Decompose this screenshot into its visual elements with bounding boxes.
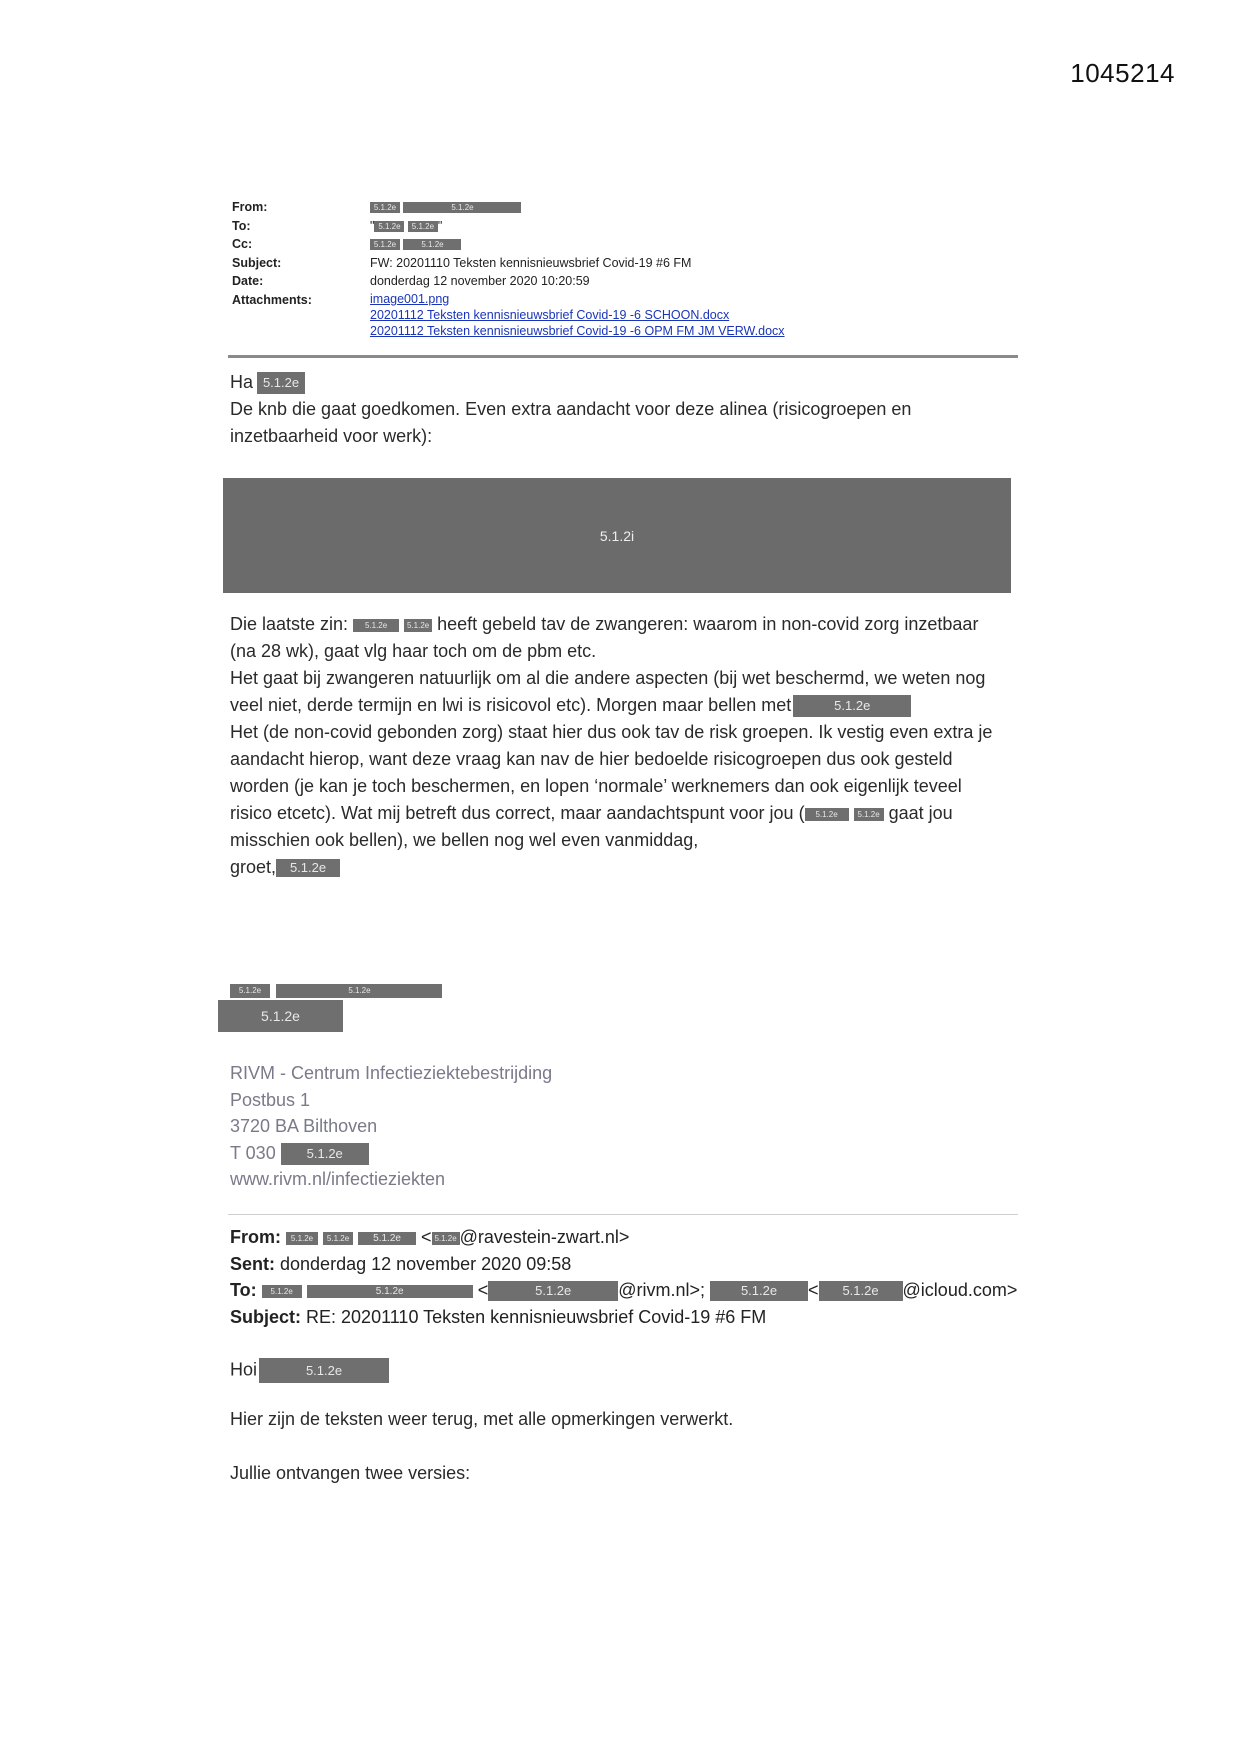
date-value: donderdag 12 november 2020 10:20:59	[370, 274, 590, 289]
signature-org: RIVM - Centrum Infectieziektebestrijding	[230, 1063, 553, 1083]
attachment-link[interactable]: 20201112 Teksten kennisnieuwsbrief Covid-19 -6 SCHOON.docx	[370, 307, 730, 322]
reply-greeting: Hoi	[230, 1359, 258, 1380]
fwd-sent-value: donderdag 12 november 2020 09:58	[280, 1253, 572, 1274]
redaction: 5.1.2e	[488, 1281, 618, 1301]
header-from-row	[232, 198, 785, 217]
header-date-row	[232, 272, 785, 291]
header-to-row: To: " 5.1.2e 5.1.2e "	[232, 217, 785, 236]
cc-label: Cc:	[232, 237, 253, 252]
redaction: 5.1.2e	[374, 221, 404, 232]
signature-name	[230, 982, 442, 1000]
intro-line: inzetbaarheid voor werk):	[230, 426, 433, 446]
reply-line: Hier zijn de teksten weer terug, met alle opmerkingen verwerkt.	[230, 1409, 734, 1429]
document-number: 1045214	[1070, 58, 1175, 88]
header-cc-row	[232, 235, 785, 254]
redaction: 5.1.2e	[259, 1358, 389, 1383]
from-label: From:	[232, 200, 268, 214]
email-header	[232, 198, 785, 339]
redaction: 5.1.2e	[793, 695, 911, 717]
header-divider	[228, 355, 1018, 358]
fwd-to-domain: @rivm.nl>;	[618, 1280, 705, 1300]
date-label: Date:	[232, 274, 264, 289]
signature-phone: T 030	[230, 1142, 276, 1163]
redaction: 5.1.2e	[323, 1232, 353, 1245]
redaction: 5.1.2e	[307, 1285, 473, 1298]
redaction: 5.1.2e	[408, 221, 438, 232]
redaction: 5.1.2e	[710, 1281, 808, 1301]
fwd-from-label: From:	[230, 1227, 281, 1247]
reply-greeting-line	[230, 1358, 389, 1383]
redaction: 5.1.2e	[262, 1285, 302, 1298]
fwd-from-domain: @ravestein-zwart.nl>	[459, 1227, 630, 1247]
body-text: misschien ook bellen), we bellen nog wel even vanmiddag,	[230, 830, 699, 850]
redaction: 5.1.2e	[230, 984, 270, 998]
body-text: Die laatste zin:	[230, 614, 349, 634]
to-label: To:	[232, 218, 251, 233]
body-text: aandacht hierop, want deze vraag kan nav de hier bedoelde risicogroepen dus ook gesteld	[230, 749, 953, 769]
body-text: Het gaat bij zwangeren natuurlijk om al die andere aspecten (bij wet beschermd, we weten nog	[230, 668, 986, 688]
reply-line: Jullie ontvangen twee versies:	[230, 1463, 471, 1483]
redaction: 5.1.2e	[854, 808, 884, 821]
redaction: 5.1.2e	[257, 372, 305, 394]
attachment-link[interactable]: image001.png	[370, 291, 450, 306]
redaction: 5.1.2e	[370, 239, 400, 250]
redaction: 5.1.2e	[432, 1232, 460, 1245]
attachment-link[interactable]: 20201112 Teksten kennisnieuwsbrief Covid-19 -6 OPM FM JM VERW.docx	[370, 323, 785, 338]
redaction: 5.1.2e	[403, 202, 521, 213]
header-subject-row	[232, 254, 785, 273]
greeting: Ha	[230, 372, 254, 392]
redaction: 5.1.2e	[276, 859, 340, 877]
body-text: worden (je kan je toch beschermen, en lopen ‘normale’ werknemers dan ook eigenlijk teveel	[230, 776, 962, 796]
fwd-to-label: To:	[230, 1280, 257, 1300]
redaction: 5.1.2e	[218, 1000, 343, 1032]
fwd-sent-label: Sent:	[230, 1253, 275, 1274]
body-text: veel niet, derde termijn en lwi is risicovol etc). Morgen maar bellen met	[230, 695, 792, 715]
message-divider	[228, 1214, 1018, 1215]
message-intro	[230, 369, 1030, 450]
redaction-block: 5.1.2i	[223, 478, 1011, 593]
redaction: 5.1.2e	[286, 1232, 318, 1245]
redaction: 5.1.2e	[370, 202, 400, 213]
signature-address: 3720 BA Bilthoven	[230, 1116, 378, 1136]
message-body	[230, 611, 1030, 881]
redaction: 5.1.2e	[281, 1143, 369, 1165]
attachments-label: Attachments:	[232, 292, 312, 307]
fwd-to-domain: @icloud.com>	[902, 1280, 1018, 1300]
body-text: risico etcetc). Wat mij betreft dus correct, maar aandachtspunt voor jou (	[230, 803, 805, 823]
signature	[230, 1060, 552, 1193]
fwd-subject-label: Subject:	[230, 1306, 302, 1327]
signature-address: Postbus 1	[230, 1089, 311, 1110]
subject-value: FW: 20201110 Teksten kennisnieuwsbrief Covid-19 #6 FM	[370, 255, 692, 270]
redaction: 5.1.2e	[805, 808, 849, 821]
body-text: heeft gebeld tav de zwangeren: waarom in non-covid zorg inzetbaar	[437, 614, 979, 634]
intro-line: De knb die gaat goedkomen. Even extra aandacht voor deze alinea (risicogroepen en	[230, 399, 912, 419]
body-text: gaat jou	[888, 803, 953, 823]
body-text: Het (de non-covid gebonden zorg) staat hier dus ook tav de risk groepen. Ik vestig even extra je	[230, 722, 993, 742]
redaction: 5.1.2e	[353, 619, 399, 632]
redaction: 5.1.2e	[404, 619, 432, 632]
subject-label: Subject:	[232, 255, 282, 270]
redaction: 5.1.2e	[358, 1232, 416, 1245]
forwarded-header: From: 5.1.2e 5.1.2e 5.1.2e < 5.1.2e @ravestein-zwart.nl> Sent: donderdag 12 november 2020 09:58 To: 5.1.2e 5.1.2e < 5.1.2e @rivm.nl>; 5.1.2e < 5.1.2e @icloud.com> Subject: RE: 20201110 Teksten kennisnieuwsbrief Covid-19 #6 FM	[230, 1227, 1018, 1327]
redaction: 5.1.2e	[403, 239, 461, 250]
signature-title	[218, 1000, 343, 1032]
closing: groet,	[230, 857, 277, 877]
redaction: 5.1.2e	[276, 984, 442, 998]
header-attachments-row	[232, 291, 785, 339]
signature-website[interactable]: www.rivm.nl/infectieziekten	[230, 1169, 446, 1189]
fwd-subject-value: RE: 20201110 Teksten kennisnieuwsbrief Covid-19 #6 FM	[306, 1306, 767, 1327]
body-text: (na 28 wk), gaat vlg haar toch om de pbm etc.	[230, 641, 597, 661]
redaction: 5.1.2e	[819, 1281, 903, 1301]
